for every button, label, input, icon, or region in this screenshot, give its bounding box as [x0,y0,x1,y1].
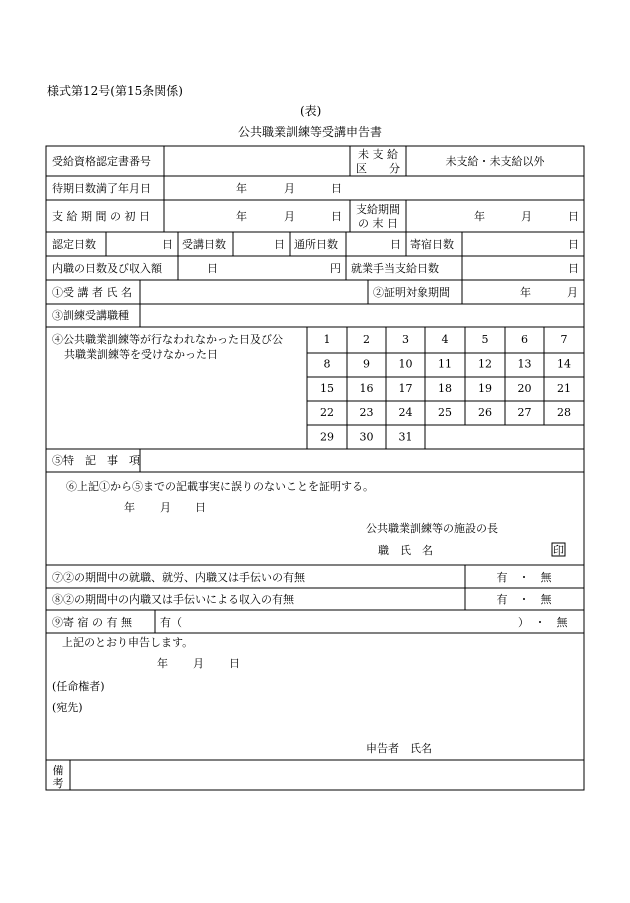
pay-end-day: 日 [568,210,579,223]
certify-day: 日 [195,501,206,514]
calendar-day: 11 [438,357,452,371]
label-remarks: ⑤特 記 事 項 [52,454,140,467]
calendar-day: 8 [323,357,331,371]
calendar-day: 22 [320,406,334,420]
calendar-day: 7 [560,333,568,346]
pay-end-year: 年 [474,210,485,223]
calendar-day: 10 [398,357,413,371]
calendar-day: 21 [557,381,571,395]
form-side: (表) [300,104,322,118]
certify-text: ⑥上記①から⑤までの記載事実に誤りのないことを証明する。 [66,480,374,493]
commute-days-unit: 日 [390,238,401,251]
calendar-day: 25 [438,406,452,420]
calendar-day: 5 [481,333,489,346]
notes-label-2: 考 [52,777,64,790]
label-pay-end-1: 支給期間 [356,203,400,216]
cert-period-year: 年 [520,286,531,299]
pay-start-year: 年 [236,210,247,223]
facility-head-title: 公共職業訓練等の施設の長 [366,522,498,535]
calendar-day: 14 [557,357,571,371]
label-board-days: 寄宿日数 [410,238,454,251]
wait-end-year: 年 [236,182,247,195]
label-cert-days: 認定日数 [52,238,96,251]
calendar-day: 13 [517,357,532,371]
unpaid-options: 未支給・未支給以外 [445,155,545,168]
calendar-day: 6 [521,333,528,346]
label-pay-start: 支 給 期 間 の 初 日 [52,210,150,223]
label-unpaid-div-2: 区 分 [356,162,400,175]
label-commute-days: 通所日数 [294,238,338,251]
lecture-days-unit: 日 [274,238,285,251]
label-employ-days: 就業手当支給日数 [351,262,439,275]
label-absent-1: ④公共職業訓練等が行なわれなかった日及び公 [52,333,283,346]
label-q7: ⑦②の期間中の就職、就労、内職又は手伝いの有無 [52,571,305,584]
seal-mark: 印 [553,544,564,557]
label-cert-no: 受給資格認定書番号 [52,155,151,168]
declare-day: 日 [229,657,240,670]
employ-days-unit: 日 [568,262,579,275]
calendar-day: 20 [517,381,532,395]
calendar-day: 19 [478,381,492,395]
declare-year: 年 [157,657,168,670]
cert-period-month: 月 [567,286,578,299]
wait-end-month: 月 [284,182,295,195]
calendar-day: 1 [323,333,331,346]
calendar-day: 3 [402,333,409,346]
label-pay-end-2: の 末 日 [358,217,398,230]
form-number: 様式第12号(第15条関係) [47,84,183,98]
calendar-day: 4 [441,333,449,346]
pay-end-month: 月 [521,210,532,223]
label-side-job: 内職の日数及び収入額 [52,262,162,275]
calendar-day: 2 [363,333,370,346]
label-unpaid-div-1: 未 支 給 [358,148,398,161]
board-days-unit: 日 [568,238,579,251]
q9-no: ） ・ 無 [518,616,568,629]
declarant-label: 申告者 氏名 [366,742,432,755]
side-job-yen-unit: 円 [330,262,341,275]
calendar-day: 16 [359,381,374,395]
calendar-day: 15 [320,381,334,395]
pay-start-day: 日 [331,210,342,223]
calendar-day: 24 [398,406,413,420]
calendar-day: 18 [438,381,452,395]
label-wait-end: 待期日数満了年月日 [52,182,151,195]
wait-end-day: 日 [331,182,342,195]
pay-start-month: 月 [284,210,295,223]
calendar-day: 9 [363,357,370,371]
certify-year: 年 [124,501,135,514]
q7-yes-no: 有 ・ 無 [496,571,552,584]
declare-text: 上記のとおり申告します。 [62,636,194,649]
label-course: ③訓練受講職種 [52,309,129,322]
label-q8: ⑧②の期間中の内職又は手伝いによる収入の有無 [52,593,294,606]
label-q9: ⑨寄 宿 の 有 無 [52,616,132,629]
calendar-day: 29 [320,430,334,444]
addressee-label: (宛先) [52,701,83,714]
side-job-day-unit: 日 [207,262,218,275]
form-title: 公共職業訓練等受講申告書 [238,125,383,139]
certify-month: 月 [160,501,171,514]
notes-label-1: 備 [52,764,64,777]
label-absent-2: 共職業訓練等を受けなかった日 [64,348,218,361]
calendar-day: 17 [398,381,413,395]
calendar-day: 12 [478,357,492,371]
label-trainee-name: ①受 講 者 氏 名 [52,286,132,299]
calendar-day: 23 [359,406,374,420]
q8-yes-no: 有 ・ 無 [496,593,552,606]
facility-head-name-label: 職 氏 名 [378,544,433,557]
appointer-label: (任命権者) [52,680,105,693]
calendar-day: 27 [517,406,532,420]
calendar-day: 28 [557,406,571,420]
declare-month: 月 [193,657,204,670]
calendar-day: 30 [359,430,374,444]
label-lecture-days: 受講日数 [182,238,226,251]
cert-days-unit: 日 [162,238,173,251]
calendar-day: 31 [398,430,413,444]
label-cert-period: ②証明対象期間 [373,286,450,299]
calendar-day: 26 [478,406,492,420]
q9-yes: 有（ [160,616,182,629]
